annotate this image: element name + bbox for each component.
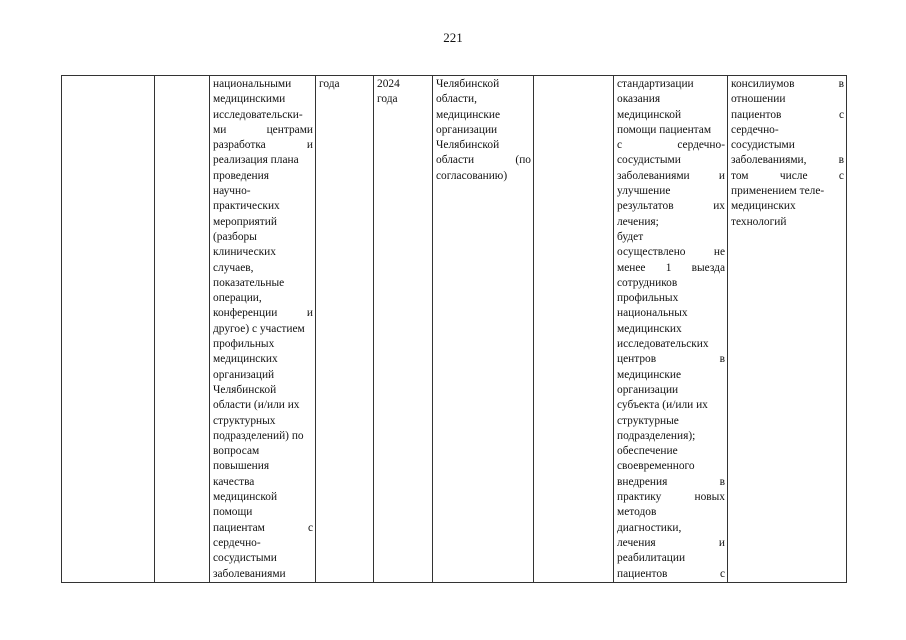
cell-text-line: исследовательских bbox=[617, 338, 709, 351]
cell-word: и bbox=[306, 139, 313, 152]
cell-text-line: методов bbox=[617, 506, 657, 519]
cell-text-line: медицинских bbox=[731, 200, 796, 213]
cell-word: в bbox=[838, 78, 844, 90]
cell-word: менее bbox=[617, 261, 646, 274]
cell-text-line: будет bbox=[617, 230, 644, 243]
cell-text-line: медицинские bbox=[617, 368, 682, 381]
cell-word: конференции bbox=[213, 307, 278, 320]
cell-word: заболеваниями bbox=[617, 169, 690, 182]
cell-word: числе bbox=[779, 169, 808, 182]
cell-word: их bbox=[713, 200, 725, 213]
cell-text-line: Челябинской bbox=[436, 78, 500, 90]
cell-word: новых bbox=[694, 491, 725, 504]
cell-text-line bbox=[731, 77, 844, 92]
page-number: 221 bbox=[443, 30, 463, 45]
cell-text-line: операции, bbox=[213, 292, 262, 305]
document-table bbox=[61, 75, 847, 583]
cell-text-line: качества bbox=[213, 475, 255, 488]
cell-text-line: подразделений) по bbox=[213, 429, 304, 442]
cell-text-line bbox=[617, 490, 725, 505]
cell-text-line bbox=[617, 475, 725, 490]
cell-word: с bbox=[719, 567, 725, 580]
cell-text-line: улучшение bbox=[617, 185, 671, 198]
cell-text-line: медицинскими bbox=[213, 93, 286, 106]
cell-text-line: Челябинской bbox=[436, 139, 500, 152]
cell-text-line: реализация плана bbox=[213, 154, 299, 167]
cell-word: и bbox=[718, 169, 725, 182]
cell-text-line: помощи пациентам bbox=[617, 123, 712, 136]
cell-text-line bbox=[617, 352, 725, 367]
cell-text-line bbox=[731, 153, 844, 168]
cell-text-line: помощи bbox=[213, 506, 253, 519]
table-cell-event-description bbox=[210, 76, 316, 583]
cell-text-line: 2024 bbox=[377, 78, 400, 90]
cell-word: осуществлено bbox=[617, 246, 686, 259]
cell-text-line bbox=[617, 138, 725, 153]
cell-text-line bbox=[617, 567, 725, 582]
cell-text-line: профильных bbox=[213, 338, 275, 351]
cell-text-line: технологий bbox=[731, 215, 787, 228]
cell-word: не bbox=[713, 246, 725, 259]
cell-word: и bbox=[718, 536, 725, 549]
cell-word: практику bbox=[617, 491, 662, 504]
cell-word: внедрения bbox=[617, 475, 668, 488]
cell-text-line: своевременного bbox=[617, 460, 695, 473]
cell-text-line: клинических bbox=[213, 246, 276, 259]
cell-text-line: области (и/или их bbox=[213, 399, 300, 412]
cell-text-line bbox=[213, 138, 313, 153]
cell-word: с bbox=[617, 139, 623, 152]
cell-text-line: случаев, bbox=[213, 261, 254, 274]
cell-text-line: сосудистыми bbox=[617, 154, 681, 167]
cell-text-line bbox=[213, 521, 313, 536]
cell-text-line: субъекта (и/или их bbox=[617, 399, 708, 412]
cell-word: с bbox=[838, 108, 844, 121]
table-cell-start-date bbox=[316, 76, 374, 583]
cell-text-line: лечения; bbox=[617, 215, 659, 228]
cell-text-line: согласованию) bbox=[436, 169, 508, 182]
cell-text-line bbox=[617, 169, 725, 184]
cell-text-line: медицинских bbox=[617, 322, 682, 335]
cell-text-line: медицинских bbox=[213, 353, 278, 366]
cell-text-line: структурных bbox=[213, 414, 276, 427]
cell-text-line: показательные bbox=[213, 276, 285, 289]
cell-text-line: сердечно- bbox=[213, 536, 261, 549]
cell-text-line: организации bbox=[617, 383, 679, 396]
cell-word: и bbox=[306, 307, 313, 320]
cell-text-line: медицинской bbox=[617, 108, 682, 121]
table-cell-result bbox=[614, 76, 728, 583]
cell-text-line: применением теле- bbox=[731, 185, 825, 198]
cell-word: в bbox=[719, 475, 725, 488]
cell-text-line: структурные bbox=[617, 414, 679, 427]
cell-text-line: повышения bbox=[213, 460, 270, 473]
cell-text-line: оказания bbox=[617, 93, 661, 106]
cell-text-line: вопросам bbox=[213, 445, 260, 458]
cell-word: лечения bbox=[617, 536, 656, 549]
cell-text-line bbox=[617, 536, 725, 551]
cell-text-line bbox=[213, 306, 313, 321]
cell-text-line bbox=[617, 261, 725, 276]
cell-text-line: профильных bbox=[617, 292, 679, 305]
cell-text-line bbox=[213, 123, 313, 138]
cell-word: том bbox=[731, 169, 749, 182]
cell-word: выезда bbox=[691, 261, 725, 274]
cell-text-line: Челябинской bbox=[213, 383, 277, 396]
cell-word: области bbox=[436, 154, 475, 167]
cell-text-line: исследовательски- bbox=[213, 108, 303, 121]
cell-text-line: обеспечение bbox=[617, 445, 678, 458]
table-cell-end-date bbox=[374, 76, 433, 583]
cell-text-line: другое) с участием bbox=[213, 322, 305, 335]
cell-text-line: научно- bbox=[213, 185, 251, 198]
cell-text-line: сосудистыми bbox=[731, 139, 795, 152]
cell-text-line: организации bbox=[436, 123, 498, 136]
table-cell-col-7 bbox=[534, 76, 614, 583]
cell-word: разработка bbox=[213, 139, 266, 152]
cell-word: ми bbox=[213, 123, 227, 136]
cell-text-line: года bbox=[377, 93, 398, 106]
cell-word: центров bbox=[617, 353, 657, 366]
cell-word: (по bbox=[515, 154, 531, 167]
cell-word: консилиумов bbox=[731, 78, 795, 90]
cell-word: в bbox=[719, 353, 725, 366]
cell-text-line: медицинские bbox=[436, 108, 501, 121]
cell-word: пациентам bbox=[213, 521, 265, 534]
cell-text-line: национальными bbox=[213, 78, 292, 90]
table-cell-responsible bbox=[433, 76, 534, 583]
cell-word: в bbox=[838, 154, 844, 167]
cell-text-line: сосудистыми bbox=[213, 552, 277, 565]
cell-text-line: организаций bbox=[213, 368, 275, 381]
cell-text-line: мероприятий bbox=[213, 215, 277, 228]
cell-text-line: национальных bbox=[617, 307, 688, 320]
cell-text-line bbox=[617, 199, 725, 214]
cell-word: пациентов bbox=[617, 567, 668, 580]
table-row bbox=[62, 76, 847, 583]
cell-text-line: сердечно- bbox=[731, 123, 779, 136]
cell-text-line: медицинской bbox=[213, 491, 278, 504]
cell-text-line bbox=[731, 108, 844, 123]
cell-word: 1 bbox=[665, 261, 672, 274]
cell-text-line: проведения bbox=[213, 169, 269, 182]
cell-text-line: области, bbox=[436, 93, 477, 106]
table-cell-indicator bbox=[728, 76, 847, 583]
cell-text-line: подразделения); bbox=[617, 429, 696, 442]
cell-text-line: стандартизации bbox=[617, 78, 694, 90]
cell-word: с bbox=[838, 169, 844, 182]
table-cell-col-1 bbox=[62, 76, 155, 583]
cell-word: заболеваниями, bbox=[731, 154, 807, 167]
cell-text-line: года bbox=[319, 78, 340, 90]
cell-text-line bbox=[436, 153, 531, 168]
cell-text-line bbox=[731, 169, 844, 184]
cell-word: результатов bbox=[617, 200, 674, 213]
cell-text-line: диагностики, bbox=[617, 521, 682, 534]
cell-text-line: (разборы bbox=[213, 230, 257, 243]
cell-text-line: реабилитации bbox=[617, 552, 686, 565]
cell-word: с bbox=[307, 521, 313, 534]
table-cell-col-2 bbox=[155, 76, 210, 583]
cell-text-line: отношении bbox=[731, 93, 786, 106]
cell-word: центрами bbox=[266, 123, 313, 136]
cell-word: сердечно- bbox=[677, 139, 725, 152]
cell-text-line bbox=[617, 245, 725, 260]
cell-word: пациентов bbox=[731, 108, 782, 121]
cell-text-line: заболеваниями bbox=[213, 567, 286, 580]
cell-text-line: сотрудников bbox=[617, 276, 678, 289]
cell-text-line: практических bbox=[213, 200, 280, 213]
